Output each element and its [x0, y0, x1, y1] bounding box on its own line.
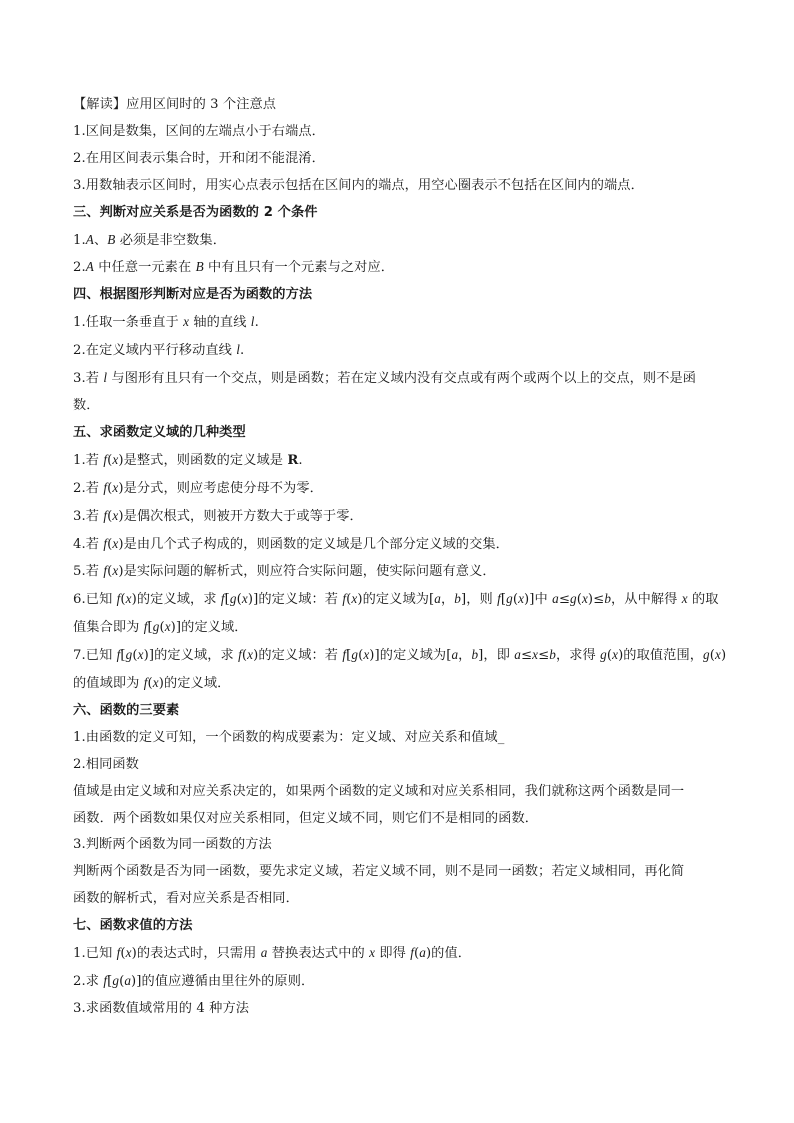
text-line	[73, 558, 723, 586]
text-line	[73, 365, 723, 393]
text-run: 1.由函数的定义可知，一个函数的构成要素为：定义域、对应关系和值域_	[73, 729, 505, 745]
text-run: 值域是由定义域和对应关系决定的，如果两个函数的定义域和对应关系相同，我们就称这两个函数是同一	[73, 783, 685, 799]
text-run: (	[236, 592, 242, 608]
text-run: )是整式，则函数的定义域是	[118, 452, 288, 468]
text-run: 2.若	[73, 480, 104, 496]
text-line	[73, 752, 723, 779]
text-line	[73, 614, 723, 642]
text-run: 五、求函数定义域的几种类型	[73, 424, 246, 440]
math-variable: f	[103, 507, 108, 523]
text-run: 判断两个函数是否为同一函数，要先求定义域，若定义域不同，则不是同一函数；若定义域相同，再化简	[73, 864, 685, 880]
text-run: 函数．两个函数如果仅对应关系相同，但定义域不同，则它们不是相同的函数．	[73, 810, 539, 826]
math-variable: x	[125, 945, 132, 961]
math-variable: g	[703, 647, 710, 663]
text-run: .	[240, 343, 245, 359]
math-variable: b	[454, 591, 461, 607]
math-variable: f	[342, 647, 347, 663]
math-variable: x	[112, 507, 119, 523]
math-variable: a	[451, 647, 459, 663]
text-run: )]的定义域，求	[143, 648, 239, 664]
text-run: (	[512, 592, 519, 608]
text-run: 中任意一元素在	[93, 260, 196, 276]
math-variable: f	[103, 479, 108, 495]
text-run: [	[500, 592, 507, 608]
text-run: 2.在定义域内平行移动直线	[73, 343, 237, 359]
math-variable: b	[604, 591, 612, 607]
text-run: (	[132, 648, 138, 664]
text-run: (	[107, 536, 113, 552]
math-variable: b	[471, 647, 479, 663]
math-variable: x	[351, 591, 358, 607]
math-variable: l	[236, 342, 241, 358]
text-line	[73, 337, 723, 365]
math-variable: A	[85, 259, 94, 275]
math-variable: x	[363, 647, 370, 663]
text-line	[73, 968, 723, 996]
math-variable: l	[250, 314, 255, 330]
text-run: )的取值范围，	[618, 648, 704, 664]
text-run: 中有且只有一个元素与之对应．	[203, 260, 395, 276]
text-run: 1.任取一条垂直于	[73, 315, 184, 331]
text-line	[73, 393, 723, 420]
text-run: (	[107, 508, 113, 524]
text-run: )是实际问题的解析式，则应符合实际问题，使实际问题有意义．	[118, 564, 496, 580]
text-run: )是由几个式子构成的，则函数的定义域是几个部分定义域的交集．	[118, 536, 509, 552]
section-heading	[73, 698, 723, 725]
text-run: )]的定义域：若	[247, 592, 343, 608]
text-run: ≤	[558, 592, 570, 608]
section-heading	[73, 200, 723, 227]
text-run: 与图形有且只有一个交点，则是函数；若在定义域内没有交点或有两个或两个以上的交点，则不是函	[107, 371, 697, 387]
text-run: 2.	[73, 260, 86, 276]
text-run: (	[120, 592, 126, 608]
math-variable: x	[715, 647, 721, 663]
text-run: (	[147, 676, 153, 692]
text-run: 七、函数求值的方法	[73, 918, 193, 934]
math-variable: f	[220, 591, 225, 607]
math-variable: x	[681, 591, 688, 607]
math-variable: f	[143, 675, 148, 691]
text-run: 3.用数轴表示区间时，用实心点表示包括在区间内的端点，用空心圈表示不包括在区间内的端点．	[73, 177, 644, 193]
math-symbol-bold: R	[287, 452, 299, 468]
math-variable: g	[125, 647, 133, 663]
text-run: ，从中解得	[611, 592, 682, 608]
text-line	[73, 531, 723, 559]
text-run: 的取	[687, 592, 719, 608]
text-run: (	[107, 564, 113, 580]
text-run: 5.若	[73, 564, 104, 580]
text-run: 六、函数的三要素	[73, 702, 180, 718]
text-run: 7.已知	[73, 648, 117, 664]
text-run: )的定义域为[	[357, 592, 435, 608]
math-variable: f	[342, 591, 347, 607]
section-heading	[73, 282, 723, 309]
text-run: 替换表达式中的	[267, 946, 370, 962]
text-run: )的值．	[425, 946, 472, 962]
text-run: .	[298, 452, 303, 468]
text-run: ，求得	[555, 648, 601, 664]
math-variable: x	[581, 591, 588, 607]
text-run: (	[120, 946, 126, 962]
text-run: )]的值应遵循由里往外的原则．	[131, 974, 315, 989]
text-run: 【解读】应用区间时的 3 个注意点	[73, 97, 277, 112]
math-variable: f	[410, 945, 414, 961]
math-variable: x	[183, 314, 190, 330]
text-run: )的表达式时，只需用	[131, 946, 261, 962]
math-variable: x	[112, 535, 119, 551]
text-run: 必须是非空数集．	[115, 232, 226, 248]
math-variable: f	[143, 619, 148, 635]
math-variable: x	[112, 563, 119, 579]
text-run: (	[107, 480, 113, 496]
text-run: (	[346, 592, 352, 608]
text-line	[73, 940, 723, 968]
math-variable: A	[85, 231, 94, 247]
math-variable: b	[549, 647, 556, 663]
text-run: )的定义域：若	[253, 648, 343, 664]
math-variable: a	[260, 945, 268, 961]
text-run: )≤	[587, 592, 605, 608]
text-line	[73, 996, 723, 1023]
math-variable: a	[552, 591, 559, 607]
text-line	[73, 806, 723, 833]
text-run: (	[709, 648, 715, 664]
text-run: )是分式，则应考虑使分母不为零．	[118, 480, 323, 496]
math-variable: x	[612, 647, 619, 663]
math-variable: x	[112, 479, 119, 495]
text-run: (	[413, 946, 420, 962]
text-run: )]中	[524, 592, 553, 608]
text-run: [	[346, 648, 352, 664]
text-run: (	[576, 592, 582, 608]
text-line	[73, 309, 723, 337]
math-variable: a	[514, 647, 521, 663]
math-variable: x	[241, 591, 248, 607]
text-run: ]，即	[478, 648, 515, 664]
math-variable: x	[112, 451, 119, 467]
text-line	[73, 227, 723, 255]
math-variable: f	[116, 945, 121, 961]
text-run: 3.求函数值域常用的 4 种方法	[73, 1000, 250, 1016]
math-variable: x	[137, 647, 144, 663]
text-run: )	[720, 648, 727, 664]
text-run: 三、判断对应关系是否为函数的 2 个条件	[73, 204, 318, 220]
text-line	[73, 146, 723, 173]
text-run: 6.已知	[73, 592, 117, 608]
text-run: 函数的解析式，看对应关系是否相同．	[73, 891, 299, 907]
text-run: [	[147, 620, 153, 636]
math-variable: f	[103, 973, 108, 988]
text-run: 1.若	[73, 452, 104, 468]
math-variable: f	[497, 591, 501, 607]
text-line	[73, 475, 723, 503]
text-run: ≤	[538, 648, 550, 664]
text-run: )的定义域，求	[131, 592, 221, 608]
text-run: )]的定义域．	[170, 620, 248, 636]
text-run: (	[358, 648, 364, 664]
text-run: (	[107, 452, 113, 468]
math-variable: f	[116, 591, 121, 607]
text-line	[73, 173, 723, 200]
text-run: 1.已知	[73, 946, 117, 962]
text-run: 3.判断两个函数为同一函数的方法	[73, 837, 272, 853]
text-line	[73, 92, 723, 119]
text-line	[73, 642, 727, 670]
text-run: (	[119, 974, 125, 989]
math-variable: B	[107, 231, 116, 247]
text-run: 4.若	[73, 536, 104, 552]
math-variable: f	[103, 563, 108, 579]
text-run: 3.若	[73, 371, 104, 387]
text-line	[73, 779, 723, 806]
text-run: 即得	[375, 946, 411, 962]
text-run: ]，则	[460, 592, 498, 608]
text-run: ≤	[521, 648, 533, 664]
math-variable: x	[518, 591, 525, 607]
text-line	[73, 119, 723, 146]
text-run: ，	[440, 592, 455, 608]
text-run: 2.在用区间表示集合时，开和闭不能混淆．	[73, 150, 325, 166]
math-variable: g	[569, 591, 577, 607]
text-line	[73, 254, 723, 282]
text-run: [	[107, 974, 113, 989]
math-variable: g	[152, 619, 160, 635]
text-run: 3.若	[73, 508, 104, 524]
math-variable: x	[247, 647, 254, 663]
math-variable: a	[124, 973, 132, 988]
text-line	[73, 586, 723, 614]
text-line	[73, 832, 723, 859]
text-run: 轴的直线	[189, 315, 251, 331]
text-run: 、	[93, 232, 108, 248]
text-run: .	[254, 315, 259, 331]
text-line	[73, 859, 723, 886]
math-variable: B	[195, 259, 204, 275]
text-run: 的值域即为	[73, 676, 144, 692]
text-line	[73, 670, 723, 698]
section-heading	[73, 913, 723, 940]
math-variable: f	[103, 451, 108, 467]
text-run: 1.区间是数集，区间的左端点小于右端点．	[73, 123, 325, 139]
math-variable: a	[434, 591, 441, 607]
math-variable: g	[229, 591, 237, 607]
document-page	[73, 92, 727, 1023]
text-run: 数．	[73, 397, 100, 413]
math-variable: g	[600, 647, 607, 663]
section-heading	[73, 420, 723, 447]
math-variable: f	[116, 647, 121, 663]
math-variable: g	[506, 591, 513, 607]
text-run: (	[159, 620, 165, 636]
math-variable: a	[419, 945, 426, 961]
math-variable: x	[152, 675, 159, 691]
text-run: )是偶次根式，则被开方数大于或等于零．	[118, 508, 363, 524]
math-variable: x	[164, 619, 171, 635]
text-run: [	[224, 592, 230, 608]
text-run: 2.求	[73, 974, 104, 989]
math-variable: l	[103, 370, 108, 386]
text-run: (	[606, 648, 613, 664]
text-line	[73, 886, 723, 913]
text-run: 2.相同函数	[73, 756, 139, 772]
math-variable: f	[238, 647, 242, 663]
math-variable: x	[532, 647, 539, 663]
math-variable: f	[103, 535, 108, 551]
text-run: )的定义域．	[158, 676, 231, 692]
text-run: 值集合即为	[73, 620, 144, 636]
text-line	[73, 503, 723, 531]
math-variable: x	[369, 945, 376, 961]
text-run: (	[241, 648, 248, 664]
text-run: ，	[458, 648, 472, 664]
text-run: 四、根据图形判断对应是否为函数的方法	[73, 287, 313, 303]
text-line	[73, 447, 723, 475]
text-run: 1.	[73, 232, 86, 248]
text-run: [	[120, 648, 126, 664]
text-line	[73, 725, 723, 752]
text-run: )]的定义域为[	[369, 648, 452, 664]
math-variable: g	[112, 973, 120, 988]
math-variable: x	[125, 591, 132, 607]
math-variable: g	[351, 647, 359, 663]
